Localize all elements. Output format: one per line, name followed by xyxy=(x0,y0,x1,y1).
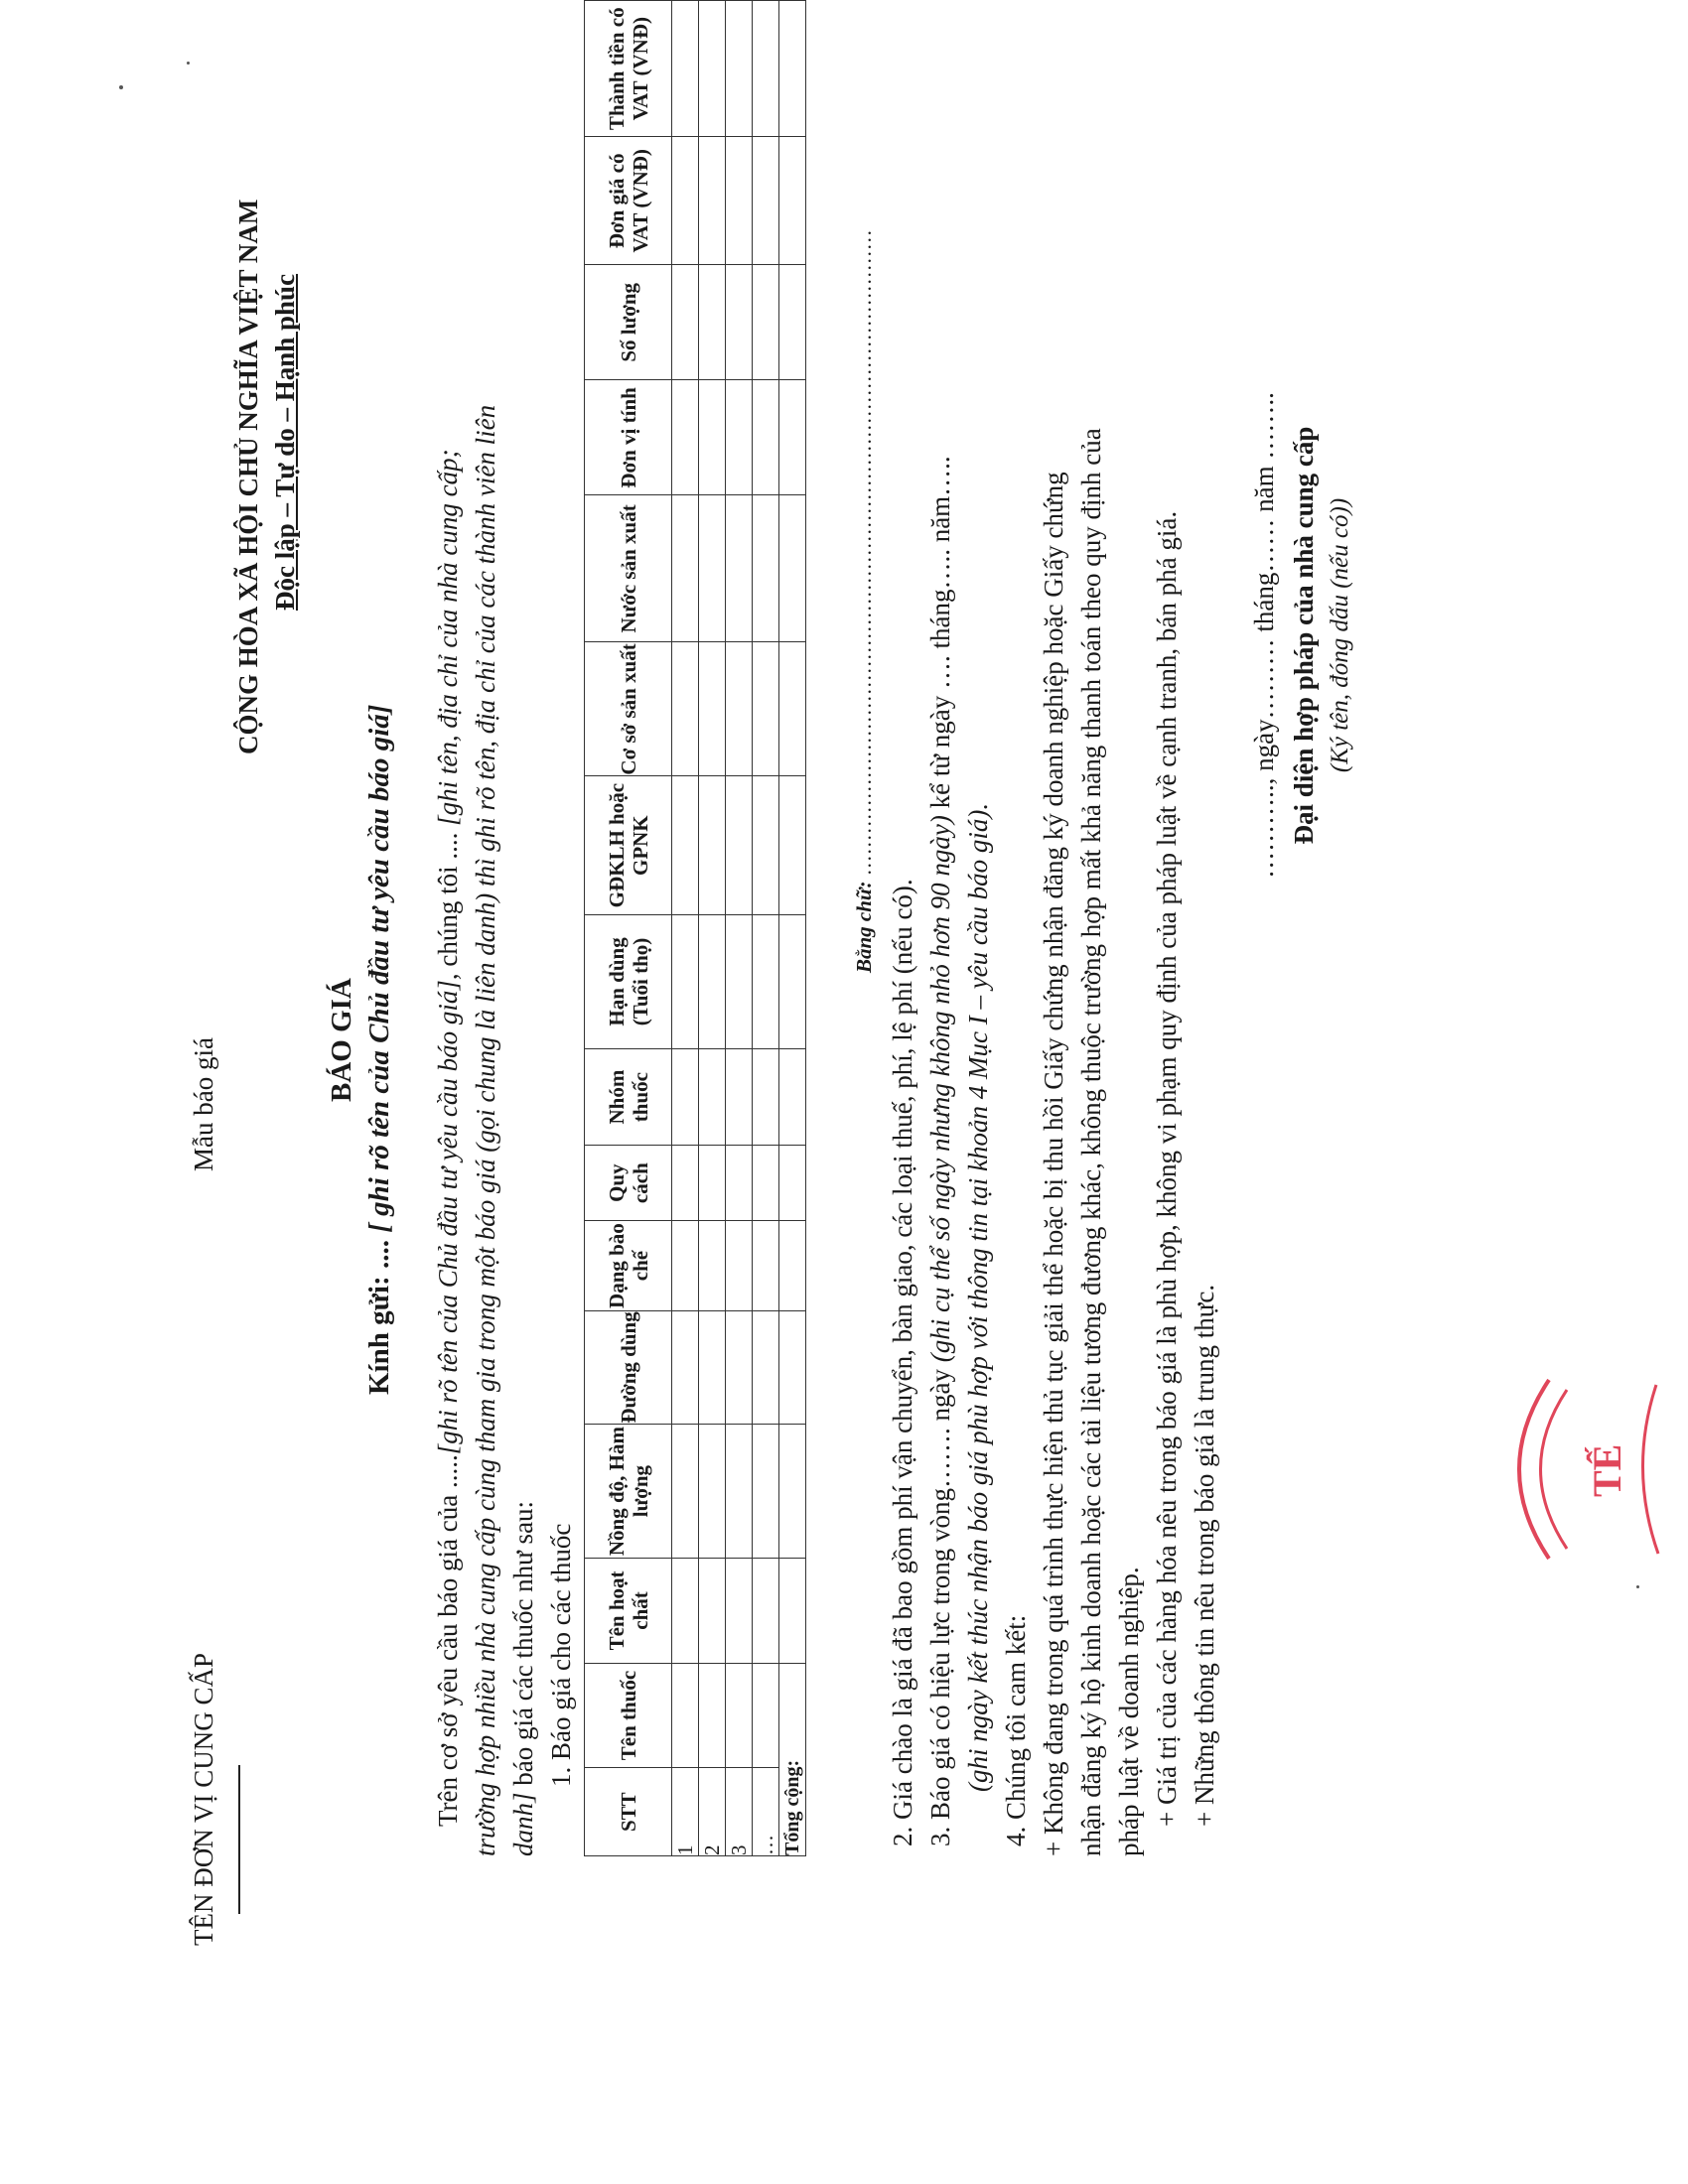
intro-line-1: Trên cơ sở yêu cầu báo giá của .....[ghi rõ tên của Chủ đầu tư yêu cầu báo giá], chúng tôi .... [ghi tên, địa chỉ của nhà cung cấp; xyxy=(433,449,463,1827)
signature-title: Đại diện hợp pháp của nhà cung cấp xyxy=(1289,426,1319,845)
table-total-row xyxy=(779,1,806,1856)
row-number: 3 xyxy=(726,1768,753,1856)
stamp-text: TẾ xyxy=(1585,1443,1629,1497)
item-2: 2. Giá chào là giá đã bao gồm phí vận chuyển, bàn giao, các loại thuế, phí, lệ phí (nếu có). xyxy=(888,879,917,1846)
signature-date: ……….., ngày……… tháng…… năm …….. xyxy=(1249,392,1279,879)
item-3-note: (ghi ngày kết thúc nhận báo giá phù hợp với thông tin tại khoản 4 Mục I – yêu cầu báo giá). xyxy=(963,802,993,1792)
col-unit: Đơn vị tính xyxy=(585,380,672,495)
col-drug-group: Nhóm thuốc xyxy=(585,1049,672,1146)
supplier-underline xyxy=(238,1765,240,1914)
amount-in-words: Bằng chữ: ………………………………………………………………………………… xyxy=(852,229,876,973)
row-number: 1 xyxy=(672,1768,699,1856)
col-unit-price: Đơn giá có VAT (VNĐ) xyxy=(585,137,672,265)
table-row xyxy=(753,1,779,1856)
col-packaging: Quy cách xyxy=(585,1146,672,1221)
row-number: 2 xyxy=(699,1768,726,1856)
total-label: Tổng cộng: xyxy=(779,1663,806,1855)
col-dosage-form: Dạng bào chế xyxy=(585,1221,672,1311)
col-country: Nước sản xuất xyxy=(585,495,672,642)
col-shelf-life: Hạn dùng (Tuổi thọ) xyxy=(585,914,672,1048)
col-quantity: Số lượng xyxy=(585,265,672,380)
col-stt: STT xyxy=(585,1768,672,1856)
item-3: 3. Báo giá có hiệu lực trong vòng……. ngày (ghi cụ thể số ngày nhưng không nhỏ hơn 90 ngày) kể từ ngày …. tháng….. năm….. xyxy=(925,456,955,1846)
col-route: Đường dùng xyxy=(585,1310,672,1424)
supplier-name: TÊN ĐƠN VỊ CUNG CẤP xyxy=(189,1652,218,1946)
signature-note: (Ký tên, đóng dấu (nếu có)) xyxy=(1327,497,1353,773)
form-name: Mẫu báo giá xyxy=(189,1037,218,1171)
intro-line-2: trường hợp nhiều nhà cung cấp cùng tham gia trong một báo giá (gọi chung là liên danh) thì ghi rõ tên, địa chỉ của các thành viên liên xyxy=(471,404,500,1856)
col-concentration: Nồng độ, Hàm lượng xyxy=(585,1425,672,1559)
col-registration: GĐKLH hoặc GPNK xyxy=(585,776,672,914)
motto: Độc lập – Tự do – Hạnh phúc xyxy=(270,273,300,611)
commitment-2: + Giá trị của các hàng hóa nêu trong báo giá là phù hợp, không vi phạm quy định của pháp luật về cạnh tranh, bán phá giá. xyxy=(1152,510,1182,1827)
table-header-row xyxy=(585,1,672,1856)
col-active-ingredient: Tên hoạt chất xyxy=(585,1559,672,1664)
table-row xyxy=(672,1,699,1856)
recipient-line: Kính gửi: .... [ ghi rõ tên của Chủ đầu tư yêu cầu báo giá] xyxy=(363,704,395,1395)
table-row xyxy=(699,1,726,1856)
scan-speck xyxy=(187,62,190,65)
quotation-table xyxy=(584,0,806,1856)
commitment-1-line-2: nhận đăng ký hộ kinh doanh hoặc các tài liệu tương đương khác, không thuộc trường hợp mất khả năng thanh toán theo quy định của xyxy=(1076,428,1106,1856)
country-name: CỘNG HÒA XÃ HỘI CHỦ NGHĨA VIỆT NAM xyxy=(233,199,263,754)
col-manufacturer: Cơ sở sản xuất xyxy=(585,642,672,776)
red-stamp-seal xyxy=(1509,1370,1668,1569)
scan-speck xyxy=(119,85,123,89)
section-1-heading: 1. Báo giá cho các thuốc xyxy=(546,1523,576,1787)
col-drug-name: Tên thuốc xyxy=(585,1663,672,1768)
scan-speck xyxy=(1636,1585,1639,1588)
item-4: 4. Chúng tôi cam kết: xyxy=(1001,1614,1031,1846)
commitment-1-line-1: + Không đang trong quá trình thực hiện thủ tục giải thể hoặc bị thu hồi Giấy chứng nhận đăng ký doanh nghiệp hoặc Giấy chứng xyxy=(1039,472,1068,1856)
document-title: BÁO GIÁ xyxy=(326,978,357,1102)
table-row xyxy=(726,1,753,1856)
intro-line-3: danh] báo giá các thuốc như sau: xyxy=(508,1500,538,1856)
col-total-price: Thành tiền có VAT (VNĐ) xyxy=(585,1,672,137)
commitment-3: + Những thông tin nêu trong báo giá là trung thực. xyxy=(1190,1284,1219,1827)
row-number: … xyxy=(753,1768,779,1856)
commitment-1-line-3: pháp luật về doanh nghiệp. xyxy=(1114,1567,1144,1856)
